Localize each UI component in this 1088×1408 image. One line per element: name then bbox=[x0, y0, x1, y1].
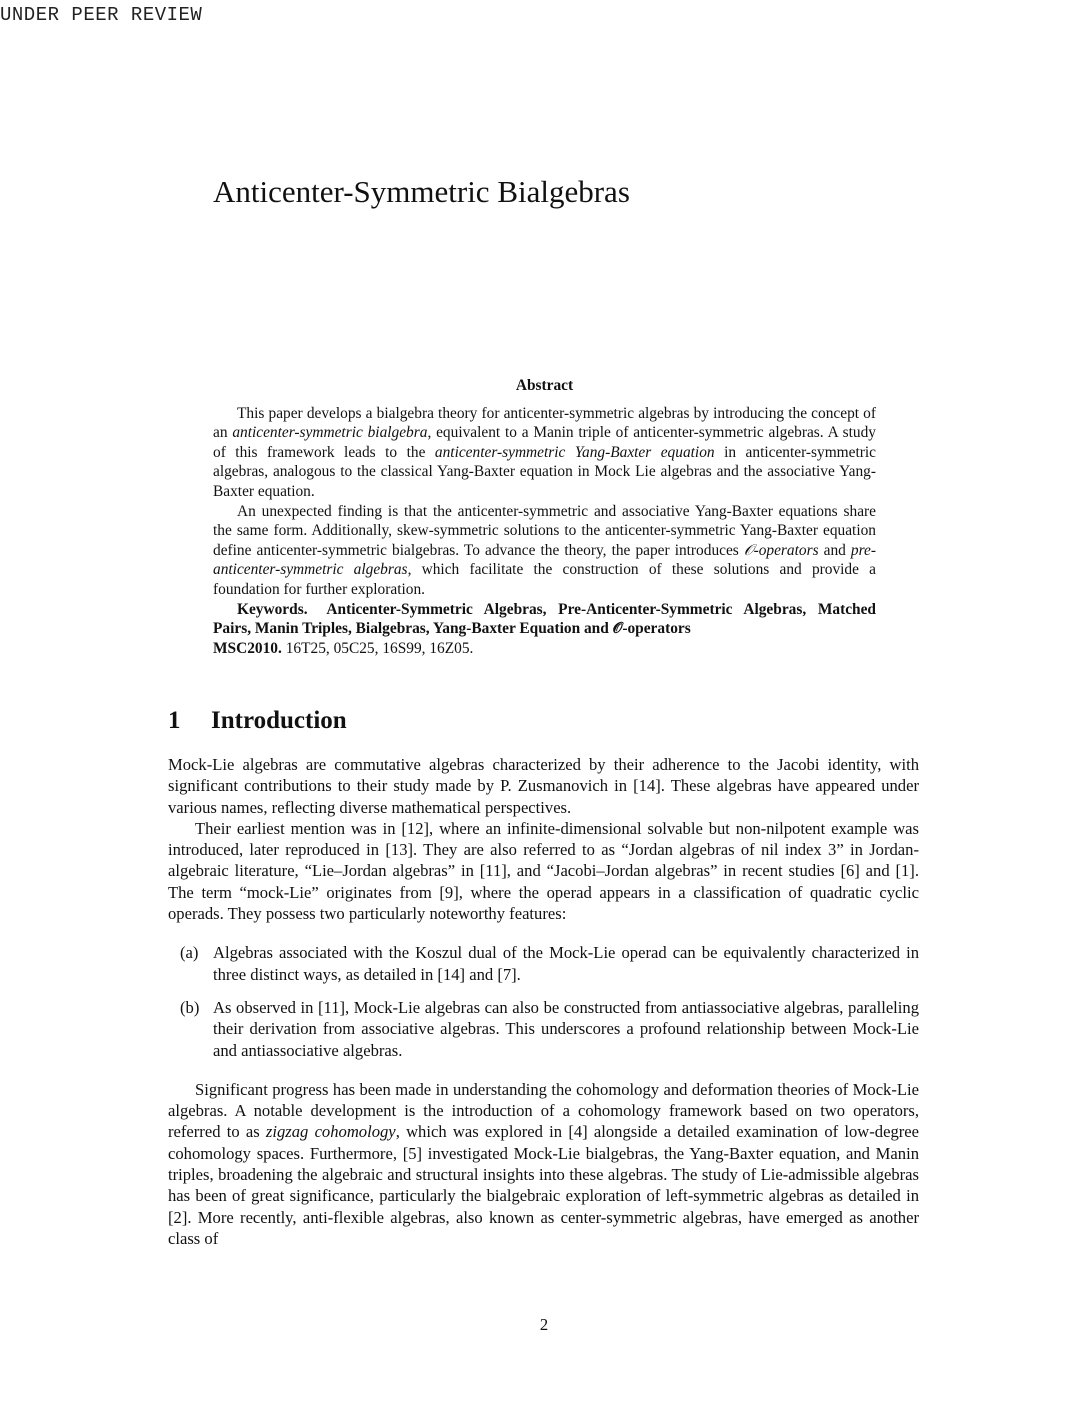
term-emphasis: zigzag cohomology bbox=[265, 1122, 396, 1142]
keywords-list: Anticenter-Symmetric Algebras, Pre-Anticenter-Symmetric Algebras, Matched Pairs, Manin Triples, Bialgebras, Yang-Baxter Equation and 𝒪-operators bbox=[213, 600, 876, 638]
keywords-line bbox=[213, 600, 876, 639]
msc-label: MSC2010. bbox=[213, 639, 282, 657]
body-text: , which was explored in [4] alongside a detailed examination of low-degree cohomology spaces. Furthermore, [5] investigated Mock-Lie bialgebras, the Yang-Baxter equation, and Manin triples, broadening the algebraic and structural insights into these algebras. The study of Lie-admissible algebras has been of great significance, particularly the bialgebraic exploration of left-symmetric algebras as detailed in [2]. More recently, anti-flexible algebras, also known as center-symmetric algebras, have emerged as another class of bbox=[168, 1122, 920, 1248]
abstract-block bbox=[213, 376, 876, 658]
msc-codes: 16T25, 05C25, 16S99, 16Z05. bbox=[285, 639, 474, 657]
section-heading-introduction bbox=[168, 707, 347, 735]
list-item-text: As observed in [11], Mock-Lie algebras can also be constructed from antiassociative algebras, paralleling their derivation from associative algebras. This underscores a profound relationship between Mock-Lie and antiassociative algebras. bbox=[213, 997, 919, 1060]
list-item bbox=[168, 997, 919, 1061]
body-paragraph-2: Their earliest mention was in [12], where an infinite-dimensional solvable but non-nilpotent example was introduced, later reproduced in [13]. They are also referred to as “Jordan algebras of nil index 3” in Jordan-algebraic literature, “Lie–Jordan algebras” in [11], and “Jacobi–Jordan algebras” in recent studies [6] and [1]. The term “mock-Lie” originates from [9], where the operad appears in a classification of quadratic cyclic operads. They possess two particularly noteworthy features: bbox=[168, 818, 919, 924]
features-list bbox=[168, 942, 919, 1060]
section-number: 1 bbox=[168, 707, 181, 734]
list-item-text: Algebras associated with the Koszul dual of the Mock-Lie operad can be equivalently characterized in three distinct ways, as detailed in [14] and [7]. bbox=[213, 943, 919, 984]
body-text: Significant progress has been made in understanding the cohomology and deformation theories of Mock-Lie algebras. A notable development is the introduction of a cohomology framework based on two operators, referred to as bbox=[168, 1079, 919, 1142]
list-marker: (b) bbox=[180, 997, 200, 1017]
abstract-heading: Abstract bbox=[515, 377, 574, 394]
abstract-paragraph-2 bbox=[213, 502, 876, 600]
paper-title: Anticenter-Symmetric Bialgebras bbox=[213, 174, 630, 209]
abstract-text: An unexpected finding is that the anticenter-symmetric and associative Yang-Baxter equations share the same form. Additionally, skew-symmetric solutions to the anticenter-symmetric Yang-Baxter equation define anticenter-symmetric bialgebras. To advance the theory, the paper introduces bbox=[213, 502, 876, 559]
abstract-text: , which facilitate the construction of these solutions and provide a foundation for further exploration. bbox=[213, 561, 877, 598]
abstract-text: in anticenter-symmetric algebras, analogous to the classical Yang-Baxter equation in Mock Lie algebras and the associative Yang-Baxter equation. bbox=[213, 443, 876, 500]
term-emphasis: 𝒪-operators bbox=[743, 541, 819, 559]
term-emphasis: pre-anticenter-symmetric algebras bbox=[213, 541, 876, 579]
introduction-body bbox=[168, 754, 919, 1249]
abstract-text: This paper develops a bialgebra theory for anticenter-symmetric algebras by introducing the concept of an bbox=[213, 404, 876, 442]
body-paragraph-1: Mock-Lie algebras are commutative algebras characterized by their adherence to the Jacobi identity, with significant contributions to their study made by P. Zusmanovich in [14]. These algebras have appeared under various names, reflecting diverse mathematical perspectives. bbox=[168, 755, 919, 817]
section-title: Introduction bbox=[211, 707, 347, 734]
abstract-paragraph-1 bbox=[213, 404, 876, 502]
abstract-text: , equivalent to a Manin triple of anticenter-symmetric algebras. A study of this framework leads to the bbox=[213, 424, 876, 461]
list-item bbox=[168, 942, 919, 985]
term-emphasis: anticenter-symmetric bialgebra bbox=[232, 424, 428, 442]
page-number: 2 bbox=[539, 1315, 549, 1334]
peer-review-watermark: UNDER PEER REVIEW bbox=[0, 4, 203, 26]
term-emphasis: anticenter-symmetric Yang-Baxter equation bbox=[434, 443, 715, 461]
abstract-text: and bbox=[818, 541, 851, 559]
body-paragraph-3 bbox=[168, 1079, 919, 1249]
keywords-label: Keywords. bbox=[237, 600, 308, 618]
list-marker: (a) bbox=[180, 943, 199, 963]
msc-line bbox=[213, 639, 876, 659]
